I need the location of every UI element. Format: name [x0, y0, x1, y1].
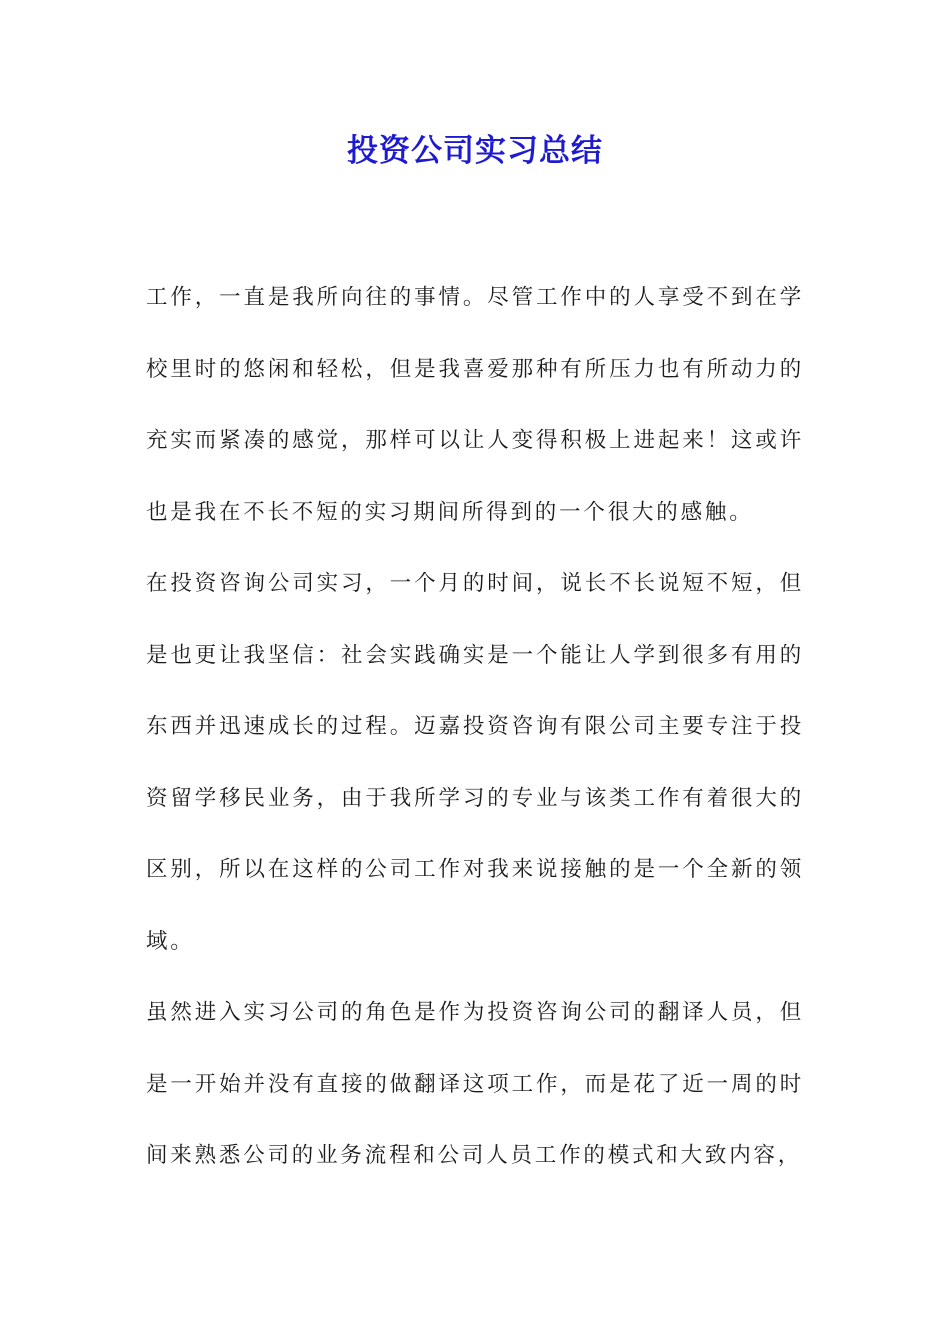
document-title: 投资公司实习总结 — [347, 133, 603, 169]
paragraph-2: 在投资咨询公司实习，一个月的时间，说长不长说短不短，但是也更让我坚信：社会实践确实是一个能让人学到很多有用的东西并迅速成长的过程。迈嘉投资咨询有限公司主要专注于投资留学移民业务，由于我所学习的专业与该类工作有着很大的区别，所以在这样的公司工作对我来说接触的是一个全新的领域。 — [146, 571, 804, 954]
paragraph-3: 虽然进入实习公司的角色是作为投资咨询公司的翻译人员，但是一开始并没有直接的做翻译这项工作，而是花了近一周的时间来熟悉公司的业务流程和公司人员工作的模式和大致内容， — [146, 1000, 804, 1168]
document-body — [146, 262, 804, 1192]
paragraph-1: 工作，一直是我所向往的事情。尽管工作中的人享受不到在学校里时的悠闲和轻松，但是我喜爱那种有所压力也有所动力的充实而紧凑的感觉，那样可以让人变得积极上进起来！这或许也是我在不长不短的实习期间所得到的一个很大的感触。 — [146, 285, 804, 525]
